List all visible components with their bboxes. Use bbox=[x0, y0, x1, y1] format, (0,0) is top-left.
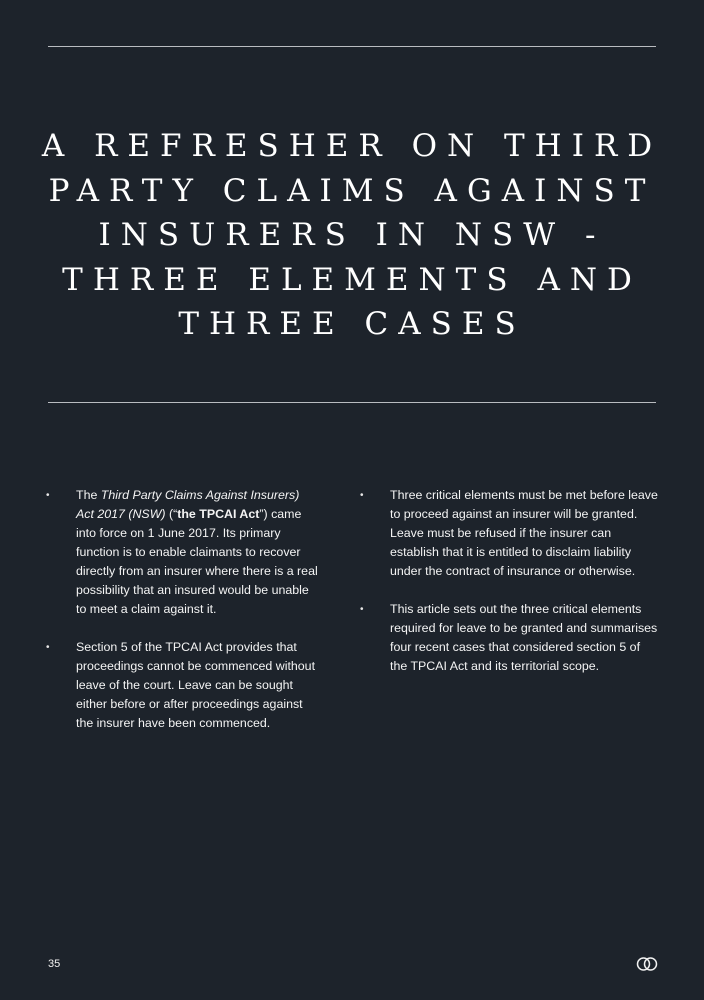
bullet-icon: • bbox=[360, 490, 364, 501]
text-segment: ”) came into force on 1 June 2017. Its primary function is to enable claimants to recover directly from an insurer where there is a real possibility that an insured would be unable to meet a claim against it. bbox=[76, 507, 318, 616]
bullet-icon: • bbox=[360, 604, 364, 615]
text-segment: The bbox=[76, 488, 101, 502]
page-number: 35 bbox=[48, 958, 61, 970]
list-item-text: Section 5 of the TPCAI Act provides that proceedings cannot be commenced without leave of the court. Leave can be sought either before or after proceedings against the insurer have been commenced. bbox=[76, 640, 316, 730]
list-item bbox=[46, 638, 318, 733]
top-divider bbox=[48, 46, 656, 47]
list-item-text: This article sets out the three critical elements required for leave to be granted and summarises four recent cases that considered section 5 of the TPCAI Act and its territorial scope. bbox=[390, 602, 658, 673]
bullet-icon: • bbox=[46, 642, 50, 653]
bullet-icon: • bbox=[46, 490, 50, 501]
right-column bbox=[360, 486, 658, 695]
defined-term: the TPCAI Act bbox=[177, 507, 260, 521]
page-title: A REFRESHER ON THIRD PARTY CLAIMS AGAINST INSURERS IN NSW - THREE ELEMENTS AND THREE CASES bbox=[41, 128, 663, 342]
list-item-text bbox=[76, 486, 318, 619]
text-segment: (“ bbox=[165, 507, 178, 521]
list-item bbox=[360, 486, 658, 581]
list-item bbox=[46, 486, 318, 619]
list-item bbox=[360, 600, 658, 676]
act-name: Third Party Claims Against Insurers) Act 2017 (NSW) bbox=[76, 488, 300, 521]
title-bottom-divider bbox=[48, 402, 656, 403]
left-column bbox=[46, 486, 318, 752]
list-item-text: Three critical elements must be met before leave to proceed against an insurer will be granted. Leave must be refused if the insurer can establish that it is entitled to disclaim liability under the contract of insurance or otherwise. bbox=[390, 488, 658, 578]
interlocking-rings-logo-icon bbox=[636, 956, 658, 972]
